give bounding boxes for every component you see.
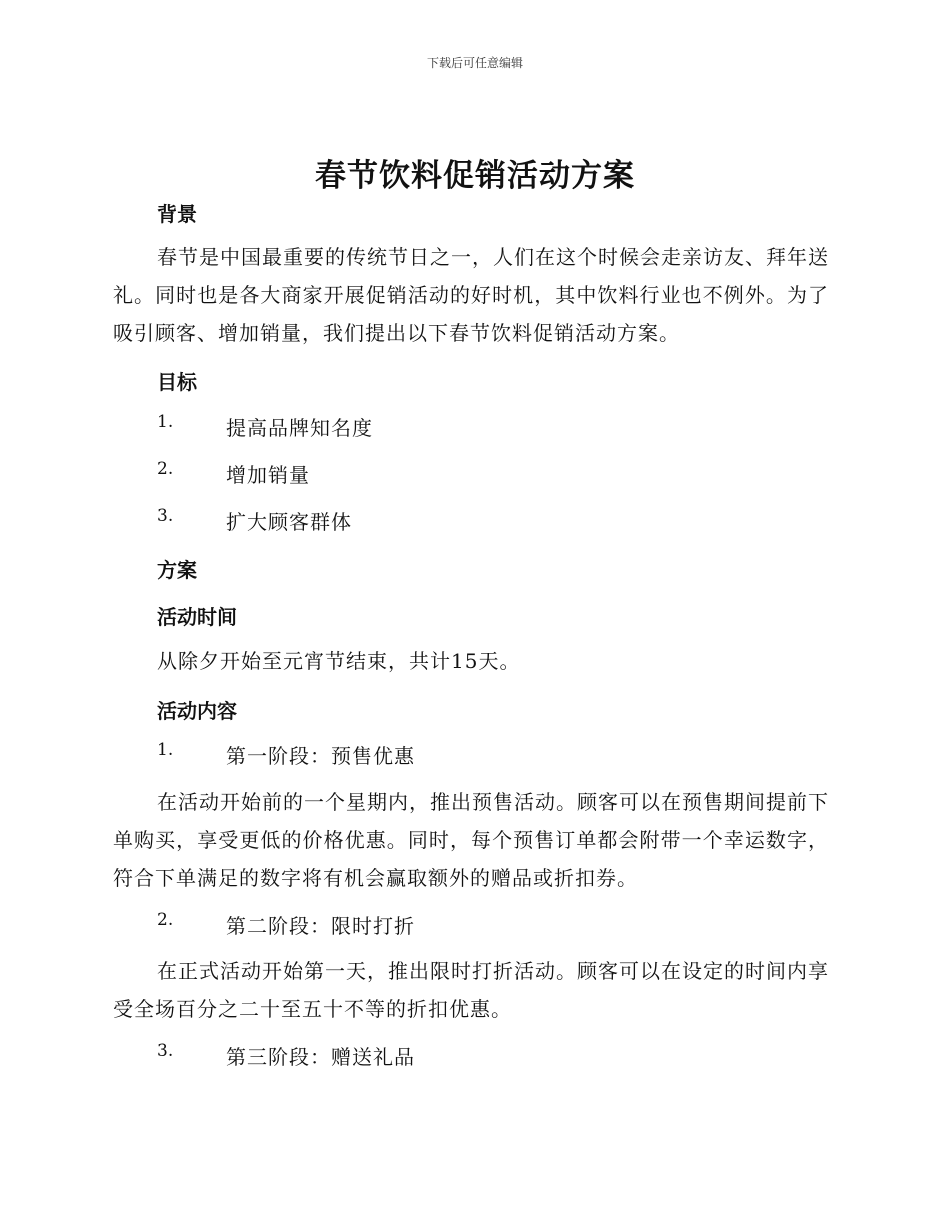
list-number: 3. [157, 506, 174, 526]
list-number: 1. [157, 412, 174, 432]
list-number: 3. [157, 1041, 174, 1061]
list-number: 1. [157, 740, 174, 760]
header-note: 下载后可任意编辑 [426, 56, 523, 70]
list-text: 第一阶段：预售优惠 [226, 744, 415, 768]
list-text: 提高品牌知名度 [226, 416, 373, 440]
heading-activity-content: 活动内容 [157, 699, 237, 723]
list-text: 第三阶段：赠送礼品 [226, 1045, 415, 1069]
paragraph-background: 春节是中国最重要的传统节日之一，人们在这个时候会走亲访友、拜年送礼。同时也是各大商家开展促销活动的好时机，其中饮料行业也不例外。为了吸引顾客、增加销量，我们提出以下春节饮料促销活动方案。 [113, 245, 829, 345]
page-title: 春节饮料促销活动方案 [315, 158, 635, 194]
list-text: 第二阶段：限时打折 [226, 914, 415, 938]
paragraph-activity-time: 从除夕开始至元宵节结束，共计15天。 [157, 649, 521, 673]
list-text: 扩大顾客群体 [226, 510, 352, 534]
paragraph-phase-1: 在活动开始前的一个星期内，推出预售活动。顾客可以在预售期间提前下单购买，享受更低的价格优惠。同时，每个预售订单都会附带一个幸运数字，符合下单满足的数字将有机会赢取额外的赠品或折扣券。 [113, 790, 829, 890]
list-text: 增加销量 [226, 463, 310, 487]
list-number: 2. [157, 910, 174, 930]
heading-goals: 目标 [157, 370, 197, 394]
heading-activity-time: 活动时间 [157, 605, 237, 629]
heading-plan: 方案 [157, 558, 197, 582]
list-number: 2. [157, 459, 174, 479]
heading-background: 背景 [157, 202, 197, 226]
paragraph-phase-2: 在正式活动开始第一天，推出限时打折活动。顾客可以在设定的时间内享受全场百分之二十至五十不等的折扣优惠。 [113, 959, 829, 1021]
